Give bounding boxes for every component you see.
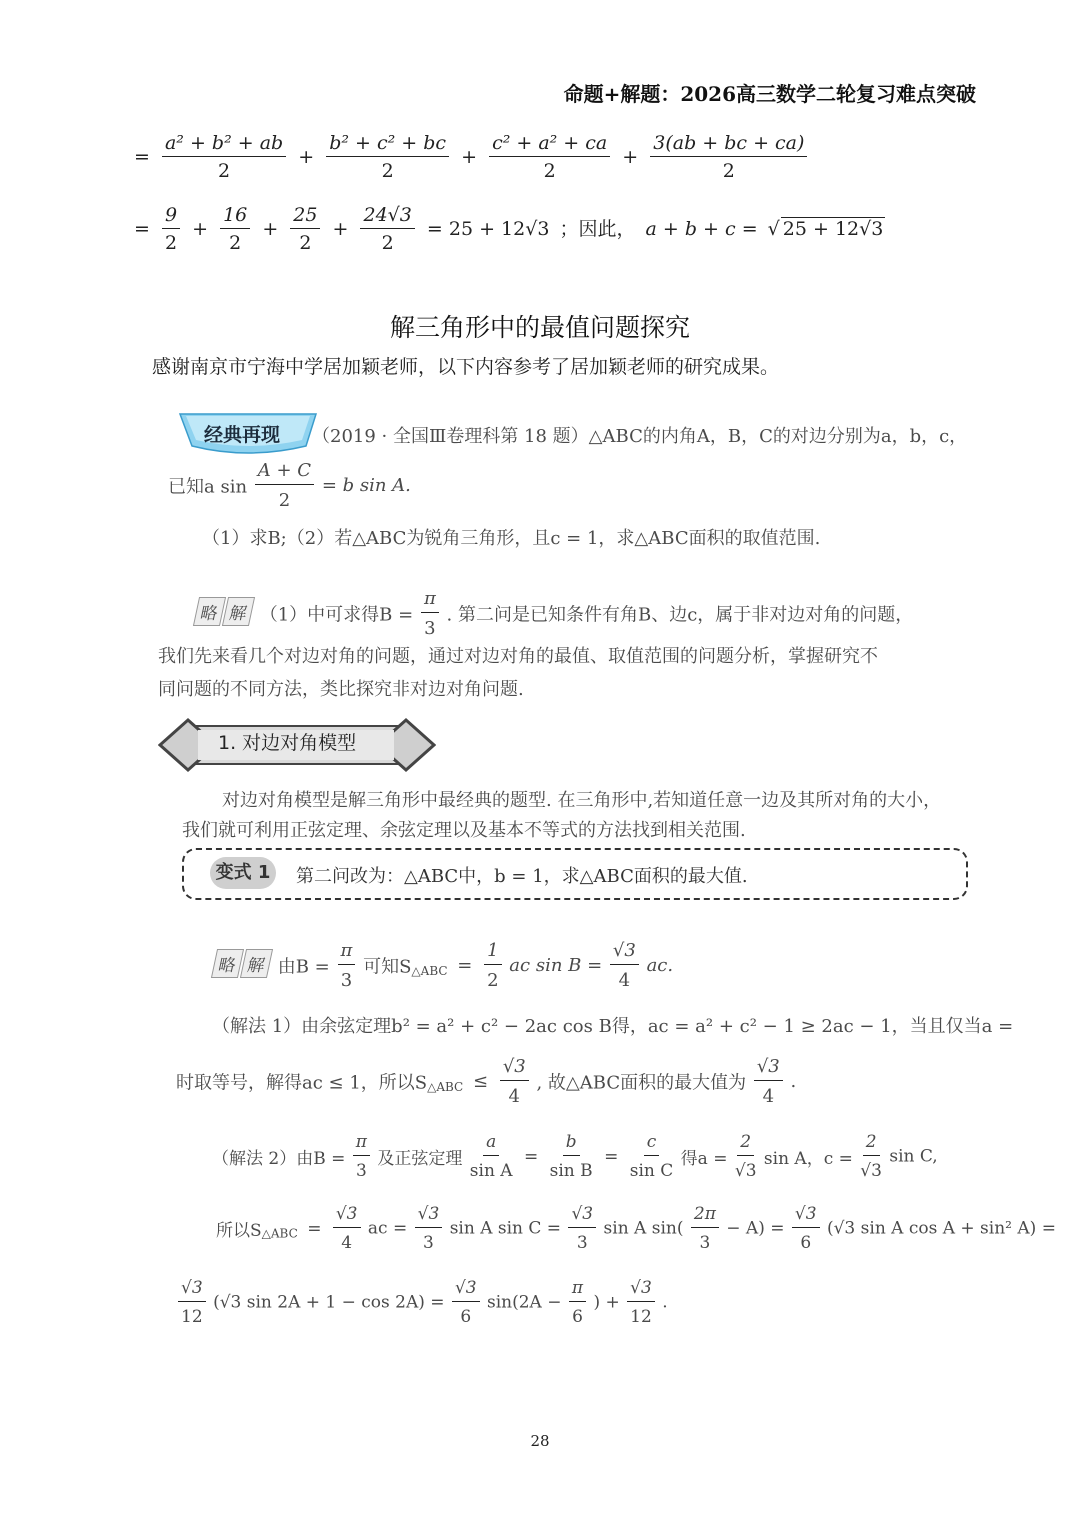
method-2-line1: （解法 2）由B = $\frac{\pi}{3}$ 及正弦定理 $\frac{a}{\text{sin A}}$ = $\frac{b}{\text{sin B}}$ = $\frac{c}{\text{sin C}}$ 得a = $\frac{2}{√3}$ sin A，c = $\frac{2}{√3}$ sin C, (212, 1132, 938, 1181)
result-text: = 25 + 12√3 (426, 218, 550, 240)
page-number: 28 (530, 1432, 550, 1450)
brief-solution-1: 略 解 （1）中可求得B = $\frac{\pi}{3}$ . 第二问是已知条件有角B、边c，属于非对边对角的问题， (196, 588, 913, 639)
classic-source: （2019 · 全国Ⅲ卷理科第 18 题）△ABC的内角A，B，C的对边分别为a，b，c， (312, 426, 968, 447)
section-title: 解三角形中的最值问题探究 (389, 313, 690, 342)
brief-solution-1-line2: 我们先来看几个对边对角的问题，通过对边对角的最值、取值范围的问题分析，掌握研究不 (158, 646, 878, 667)
variant-text: 第二问改为：△ABC中，b = 1，求△ABC面积的最大值. (296, 866, 748, 887)
fraction: $\frac{25}{2}$ (290, 206, 320, 253)
fraction: $\frac{3(ab + bc + ca)}{2}$ (650, 134, 807, 181)
fraction: $\frac{√3}{4}$ (610, 940, 639, 991)
fraction: $\frac{\pi}{3}$ (338, 940, 356, 991)
sqrt-radicand: 25 + 12√3 (782, 218, 884, 240)
fraction: $\frac{A + C}{2}$ (255, 460, 314, 511)
solution-badge: 解 (222, 597, 255, 626)
equals-sign: = (134, 218, 150, 240)
fraction: $\frac{16}{2}$ (220, 206, 250, 253)
math-line-2: = $\frac{9}{2}$ + $\frac{16}{2}$ + $\frac{25}{2}$ + $\frac{24√3}{2}$ = 25 + 12√3 ；因此， a + b + c = √ 25 + 12√3 (134, 204, 884, 254)
solution-badge: 解 (240, 949, 273, 978)
brief-solution-1-line3: 同问题的不同方法，类比探究非对边对角问题. (158, 679, 524, 700)
fraction: $\frac{√3}{4}$ (754, 1056, 783, 1107)
method-2-line2: 所以$S_{\triangle ABC}$ = $\frac{√3}{4}$ ac = $\frac{√3}{3}$ sin A sin C = $\frac{√3}{3}$ sin A sin( $\frac{2\pi}{3}$ − A) = $\frac{√3}{6}$ (√3 sin A cos A + sin² A) = (216, 1204, 1056, 1253)
fraction: $\frac{\text{c² + a² + ca}}{2}$ (489, 134, 610, 181)
model-para-2: 我们就可利用正弦定理、余弦定理以及基本不等式的方法找到相关范围. (182, 820, 746, 841)
therefore-text: ；因此， (559, 218, 636, 240)
brief-solution-2: 略 解 由B = $\frac{\pi}{3}$ 可知$S_{\triangle ABC}$ = $\frac{1}{2}$ ac sin B = $\frac{√3}{4}$ ac. (214, 940, 673, 991)
model-banner (158, 716, 436, 774)
fraction: $\frac{24√3}{2}$ (360, 206, 414, 253)
math-line-1: = $\frac{\text{a² + b² + ab}}{2}$ + $\frac{\text{b² + c² + bc}}{2}$ + $\frac{\text{c² + a² + ca}}{2}$ + $\frac{3(ab + bc + ca)}{2}$ (130, 134, 809, 181)
classic-ribbon (178, 410, 318, 460)
acknowledgement: 感谢南京市宁海中学居加颖老师，以下内容参考了居加颖老师的研究成果。 (152, 356, 780, 378)
classic-badge-label: 经典再现 (204, 424, 281, 446)
brief-badge: 略 (211, 949, 244, 978)
sum-expression: a + b + c = (645, 218, 758, 240)
method-2-line3: $\frac{√3}{12}$ (√3 sin 2A + 1 − cos 2A) = $\frac{√3}{6}$ sin(2A − $\frac{\pi}{6}$ ) + $\frac{√3}{12}$ . (176, 1278, 668, 1327)
method-1-line1: （解法 1）由余弦定理b² = a² + c² − 2ac cos B得，ac = a² + c² − 1 ≥ 2ac − 1，当且仅当a = (212, 1016, 1014, 1037)
page-header: 命题+解题：2026高三数学二轮复习难点突破 (563, 82, 976, 106)
classic-question: （1）求B;（2）若△ABC为锐角三角形，且c = 1，求△ABC面积的取值范围. (202, 528, 821, 549)
method-1-line2: 时取等号，解得ac ≤ 1，所以$S_{\triangle ABC}$ ≤ $\frac{√3}{4}$ , 故△ABC面积的最大值为 $\frac{√3}{4}$ . (176, 1056, 797, 1107)
fraction: $\frac{9}{2}$ (162, 206, 180, 253)
brief-badge: 略 (193, 597, 226, 626)
fraction: $\frac{\text{b² + c² + bc}}{2}$ (326, 134, 449, 181)
equals-sign: = (134, 146, 150, 168)
variant-badge: 变式 1 (210, 857, 276, 889)
fraction: $\frac{\text{a² + b² + ab}}{2}$ (162, 134, 286, 181)
fraction: $\frac{√3}{4}$ (500, 1056, 529, 1107)
model-label: 1. 对边对角模型 (218, 732, 357, 754)
model-para-1: 对边对角模型是解三角形中最经典的题型. 在三角形中,若知道任意一边及其所对角的大小， (222, 790, 942, 811)
variant-box (182, 848, 968, 900)
classic-condition: 已知a sin $\frac{A + C}{2}$ = b sin A. (168, 460, 411, 511)
fraction: $\frac{1}{2}$ (484, 940, 501, 991)
fraction: $\frac{\pi}{3}$ (421, 588, 439, 639)
